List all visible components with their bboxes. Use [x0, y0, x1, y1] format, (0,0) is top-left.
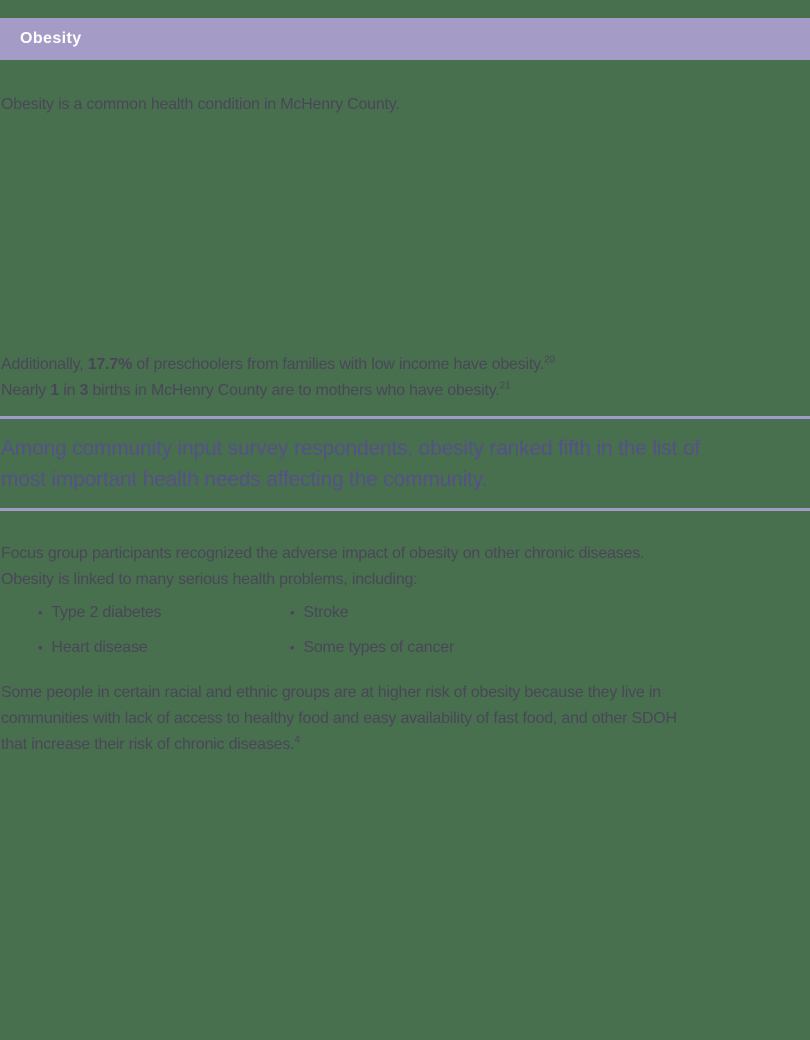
sdoh-line-3: [1, 732, 806, 758]
bullet-label: Stroke: [303, 604, 349, 621]
focus-line-2: Obesity is linked to many serious health problems, including:: [1, 571, 418, 588]
citation-20: 20: [544, 354, 555, 366]
bullet-label: Some types of cancer: [303, 639, 455, 656]
bullet-item: [290, 603, 454, 623]
citation-21: 21: [499, 380, 511, 392]
callout-line-1: Among community input survey respondents, obesity ranked fifth in the list of: [1, 437, 700, 460]
stat-value-births-1: 1: [50, 382, 59, 399]
bullet-item: [290, 638, 454, 658]
bullet-label: Type 2 diabetes: [51, 604, 162, 621]
bullet-icon: •: [38, 640, 43, 655]
bullet-item: [38, 638, 161, 658]
focus-paragraph: [1, 541, 806, 593]
stat-text: births in McHenry County are to mothers who have obesity.: [88, 382, 500, 399]
stat-value-births-3: 3: [79, 382, 89, 399]
stats-paragraph: [1, 352, 806, 404]
bullet-icon: •: [290, 640, 295, 655]
stat-text: of preschoolers from families with low income have obesity.: [132, 356, 544, 373]
section-header-bar: [0, 18, 810, 60]
bullet-column-1: [38, 603, 161, 658]
intro-paragraph: [1, 92, 806, 118]
divider-bottom: [0, 508, 810, 511]
focus-line-1: Focus group participants recognized the adverse impact of obesity on other chronic diseases.: [1, 545, 645, 562]
callout-line-2: most important health needs affecting the community.: [1, 468, 488, 491]
divider-top: [0, 416, 810, 419]
bullet-icon: •: [38, 605, 43, 620]
stat-line-births: [1, 378, 806, 404]
stat-line-preschoolers: [1, 352, 806, 378]
sdoh-line-1: Some people in certain racial and ethnic groups are at higher risk of obesity because they live in: [1, 684, 661, 701]
bullet-icon: •: [290, 605, 295, 620]
stat-text: Nearly: [1, 382, 51, 399]
bullet-label: Heart disease: [51, 639, 148, 656]
citation-4: 4: [294, 734, 300, 746]
stat-text: in: [58, 382, 80, 399]
stat-value-preschoolers: 17.7%: [87, 356, 133, 373]
bullet-column-2: [290, 603, 454, 658]
stat-text: Additionally,: [1, 356, 88, 373]
sdoh-text: that increase their risk of chronic diseases.: [1, 736, 295, 753]
sdoh-paragraph: [1, 680, 806, 758]
bullet-item: [38, 603, 161, 623]
intro-text: Obesity is a common health condition in McHenry County.: [1, 96, 400, 113]
section-title: Obesity: [20, 30, 82, 47]
sdoh-line-2: communities with lack of access to healthy food and easy availability of fast food, and other SDOH: [1, 710, 677, 727]
callout-paragraph: [1, 433, 806, 495]
